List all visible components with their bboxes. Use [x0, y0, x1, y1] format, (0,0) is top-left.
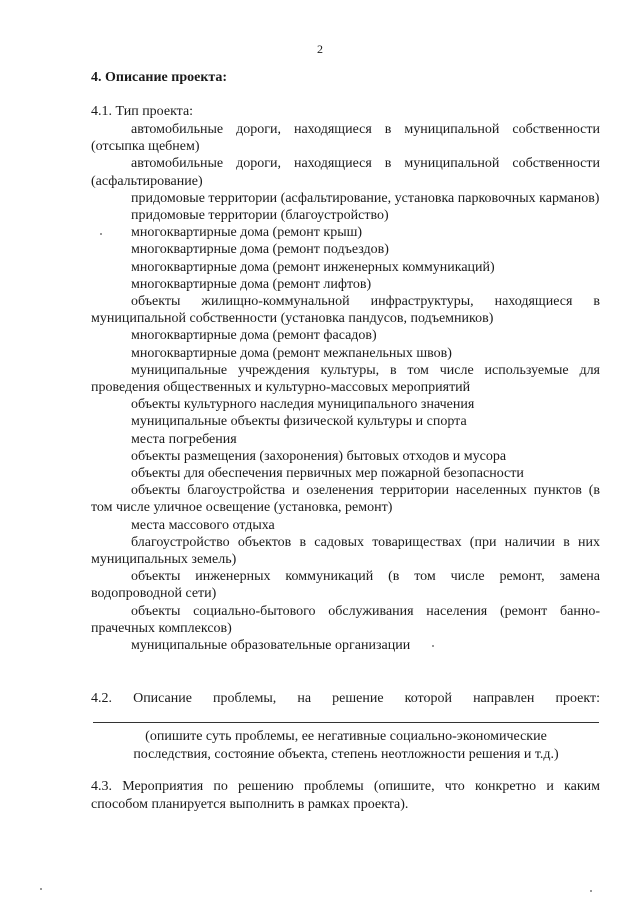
section-heading: 4. Описание проекта:: [91, 70, 228, 85]
project-type-item: муниципальные учреждения культуры, в том числе используемые для проведения общественных и культурно-массовых мероприятий: [91, 362, 600, 396]
project-type-title: 4.1. Тип проекта:: [91, 104, 194, 119]
project-type-item: места массового отдыха: [131, 517, 275, 533]
project-type-item: объекты благоустройства и озеленения территории населенных пунктов (в том числе уличное освещение (установка, ремонт): [91, 483, 600, 516]
project-type-item: объекты жилищно-коммунальной инфраструктуры, находящиеся в муниципальной собственности (установка пандусов, подъемников): [91, 294, 600, 327]
project-type-item: объекты для обеспечения первичных мер пожарной безопасности: [131, 466, 524, 482]
project-type-item: многоквартирные дома (ремонт крыш): [131, 225, 363, 241]
project-type-item: многоквартирные дома (ремонт инженерных коммуникаций): [131, 259, 495, 275]
project-type-item: многоквартирные дома (ремонт фасадов): [131, 328, 377, 344]
project-type-item: благоустройство объектов в садовых товариществах (при наличии в них муниципальных земель): [91, 534, 600, 568]
project-type-item: объекты социально-бытового обслуживания населения (ремонт банно-прачечных комплексов): [91, 603, 600, 636]
answer-line: [93, 722, 599, 723]
project-type-item: автомобильные дороги, находящиеся в муниципальной собственности (асфальтирование): [91, 156, 600, 189]
measures-paragraph: 4.3. Мероприятия по решению проблемы (опишите, что конкретно и каким способом планируется выполнить в рамках проекта).: [91, 779, 600, 812]
project-type-item: объекты инженерных коммуникаций (в том числе ремонт, замена водопроводной сети): [91, 569, 600, 602]
project-type-list: [91, 121, 600, 654]
problem-hint: [93, 728, 599, 764]
scan-speck: [432, 645, 434, 647]
page-number: 2: [317, 42, 323, 56]
project-type-item: многоквартирные дома (ремонт межпанельных швов): [131, 345, 452, 361]
project-type-item: многоквартирные дома (ремонт подъездов): [131, 242, 389, 258]
project-type-item: объекты культурного наследия муниципального значения: [131, 397, 475, 413]
scan-speck: [40, 888, 42, 890]
project-type-item: автомобильные дороги, находящиеся в муниципальной собственности (отсыпка щебнем): [91, 122, 600, 155]
problem-hint-line: (опишите суть проблемы, ее негативные социально-экономические: [145, 729, 547, 744]
project-type-item: муниципальные объекты физической культуры и спорта: [131, 414, 467, 430]
project-type-item: места погребения: [131, 431, 237, 447]
project-type-item: объекты размещения (захоронения) бытовых отходов и мусора: [131, 448, 507, 464]
problem-hint-line: последствия, состояние объекта, степень неотложности решения и т.д.): [133, 747, 559, 762]
project-type-item: многоквартирные дома (ремонт лифтов): [131, 276, 372, 292]
project-type-item: придомовые территории (асфальтирование, установка парковочных карманов): [131, 190, 600, 206]
project-type-item: муниципальные образовательные организации: [131, 638, 411, 654]
scan-speck: [590, 890, 592, 892]
project-type-item: придомовые территории (благоустройство): [131, 208, 389, 224]
problem-title: 4.2. Описание проблемы, на решение которой направлен проект:: [91, 691, 600, 706]
scan-speck: [100, 233, 102, 235]
